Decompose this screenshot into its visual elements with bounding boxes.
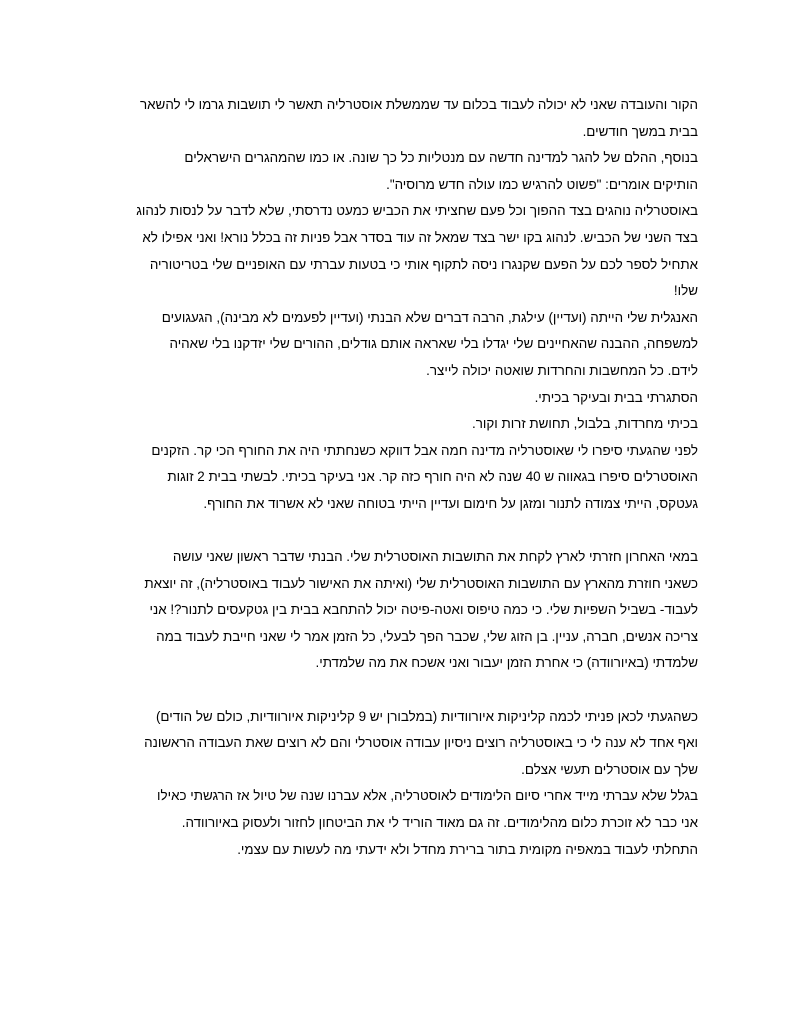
text-line: התחלתי לעבוד במאפיה מקומית בתור ברירת מחדל ולא ידעתי מה לעשות עם עצמי. [237, 841, 698, 857]
text-line: בבית במשך חודשים. [582, 123, 698, 139]
text-line: צריכה אנשים, חברה, עניין. בן הזוג שלי, שכבר הפך לבעלי, כל הזמן אמר לי שאני חייבת לעבוד במה [156, 628, 698, 644]
text-line: שלמדתי (באיורוודה) כי אחרת הזמן יעבור ואני אשכח את מה שלמדתי. [315, 655, 698, 671]
text-line: שלו! [673, 283, 698, 299]
paragraph-5 [92, 385, 698, 412]
text-line: בנוסף, ההלם של להגר למדינה חדשה עם מנטליות כל כך שונה. או כמו שהמהגרים הישראלים [184, 150, 698, 166]
text-line: בכיתי מחרדות, בלבול, תחושת זרות וקור. [472, 416, 698, 432]
text-line: הותיקים אומרים: "פשוט להרגיש כמו עולה חדש מרוסיה". [386, 176, 698, 192]
paragraph-9 [92, 704, 698, 784]
text-line: אני כבר לא זוכרת כלום מהלימודים. זה גם מאוד הוריד לי את הביטחון לחזור ולעסוק באיורוודה. [181, 815, 698, 831]
text-line: כשאני חוזרת מהארץ עם התושבות האוסטרלית שלי (ואיתה את האישור לעבוד באוסטרליה), זה יוצאת [144, 575, 698, 591]
text-line: לידם. כל המחשבות והחרדות שואטה יכולה לייצר. [426, 362, 698, 378]
paragraph-1 [92, 92, 698, 145]
text-line: כשהגעתי לכאן פניתי לכמה קליניקות איורוודיות (במלבורן יש 9 קליניקות איורוודיות, כולם של הודים) [155, 708, 698, 724]
text-line: האוסטרלים סיפרו בגאווה ש 40 שנה לא היה חורף כזה קר. אני בעיקר בכיתי. לבשתי בבית 2 זוגות [167, 469, 698, 485]
text-line: האנגלית שלי הייתה (ועדיין) עילגת, הרבה דברים שלא הבנתי (ועדיין לפעמים לא מבינה), הגעגועים [161, 309, 698, 325]
text-line: געטקס, הייתי צמודה לתנור ומזגן על חימום ועדיין הייתי בטוחה שאני לא אשרוד את החורף. [203, 495, 698, 511]
document-page [92, 92, 698, 863]
text-line: אתחיל לספר לכם על הפעם שקנגרו ניסה לתקוף אותי כי בטעות עברתי עם האופניים שלי בטריטוריה [149, 256, 698, 272]
text-line: הסתגרתי בבית ובעיקר בכיתי. [534, 389, 698, 405]
text-line: באוסטרליה נוהגים בצד ההפוך וכל פעם שחציתי את הכביש כמעט נדרסתי, שלא לדבר על לנסות לנהוג [136, 203, 698, 219]
paragraph-7 [92, 438, 698, 518]
text-line: לעבוד- בשביל השפיות שלי. כי כמה טיפוס ואטה-פיטה יכול להתחבא בבית בין גטקעסים לתנור?! אני [149, 602, 698, 618]
paragraph-10 [92, 783, 698, 836]
paragraph-11 [92, 837, 698, 864]
text-line: שלך עם אוסטרלים תעשי אצלם. [521, 761, 698, 777]
paragraph-3 [92, 198, 698, 304]
text-line: במאי האחרון חזרתי לארץ לקחת את התושבות האוסטרלית שלי. הבנתי שדבר ראשון שאני עושה [172, 549, 698, 565]
paragraph-gap [92, 518, 698, 545]
text-line: בגלל שלא עברתי מייד אחרי סיום הלימודים לאוסטרליה, אלא עברנו שנה של טיול אז הרגשתי כאילו [157, 788, 698, 804]
text-line: ואף אחד לא ענה לי כי באוסטרליה רוצים ניסיון עבודה אוסטרלי והם לא רוצים שאת העבודה הראשונה [144, 735, 698, 751]
paragraph-8 [92, 544, 698, 677]
paragraph-6 [92, 411, 698, 438]
text-line: הקור והעובדה שאני לא יכולה לעבוד בכלום עד שממשלת אוסטרליה תאשר לי תושבות גרמו לי להשאר [140, 97, 698, 112]
text-line: למשפחה, ההבנה שהאחיינים שלי יגדלו בלי שאראה אותם גודלים, ההורים שלי יזדקנו בלי שאהיה [169, 336, 698, 352]
paragraph-gap [92, 677, 698, 704]
paragraph-4 [92, 305, 698, 385]
text-line: לפני שהגעתי סיפרו לי שאוסטרליה מדינה חמה אבל דווקא כשנחתתי היה את החורף הכי קר. הזקנים [151, 442, 698, 458]
text-line: בצד השני של הכביש. לנהוג בקו ישר בצד שמאל זה עוד בסדר אבל פניות זה בכלל נורא! ואני אפילו לא [142, 229, 698, 245]
paragraph-2 [92, 145, 698, 198]
